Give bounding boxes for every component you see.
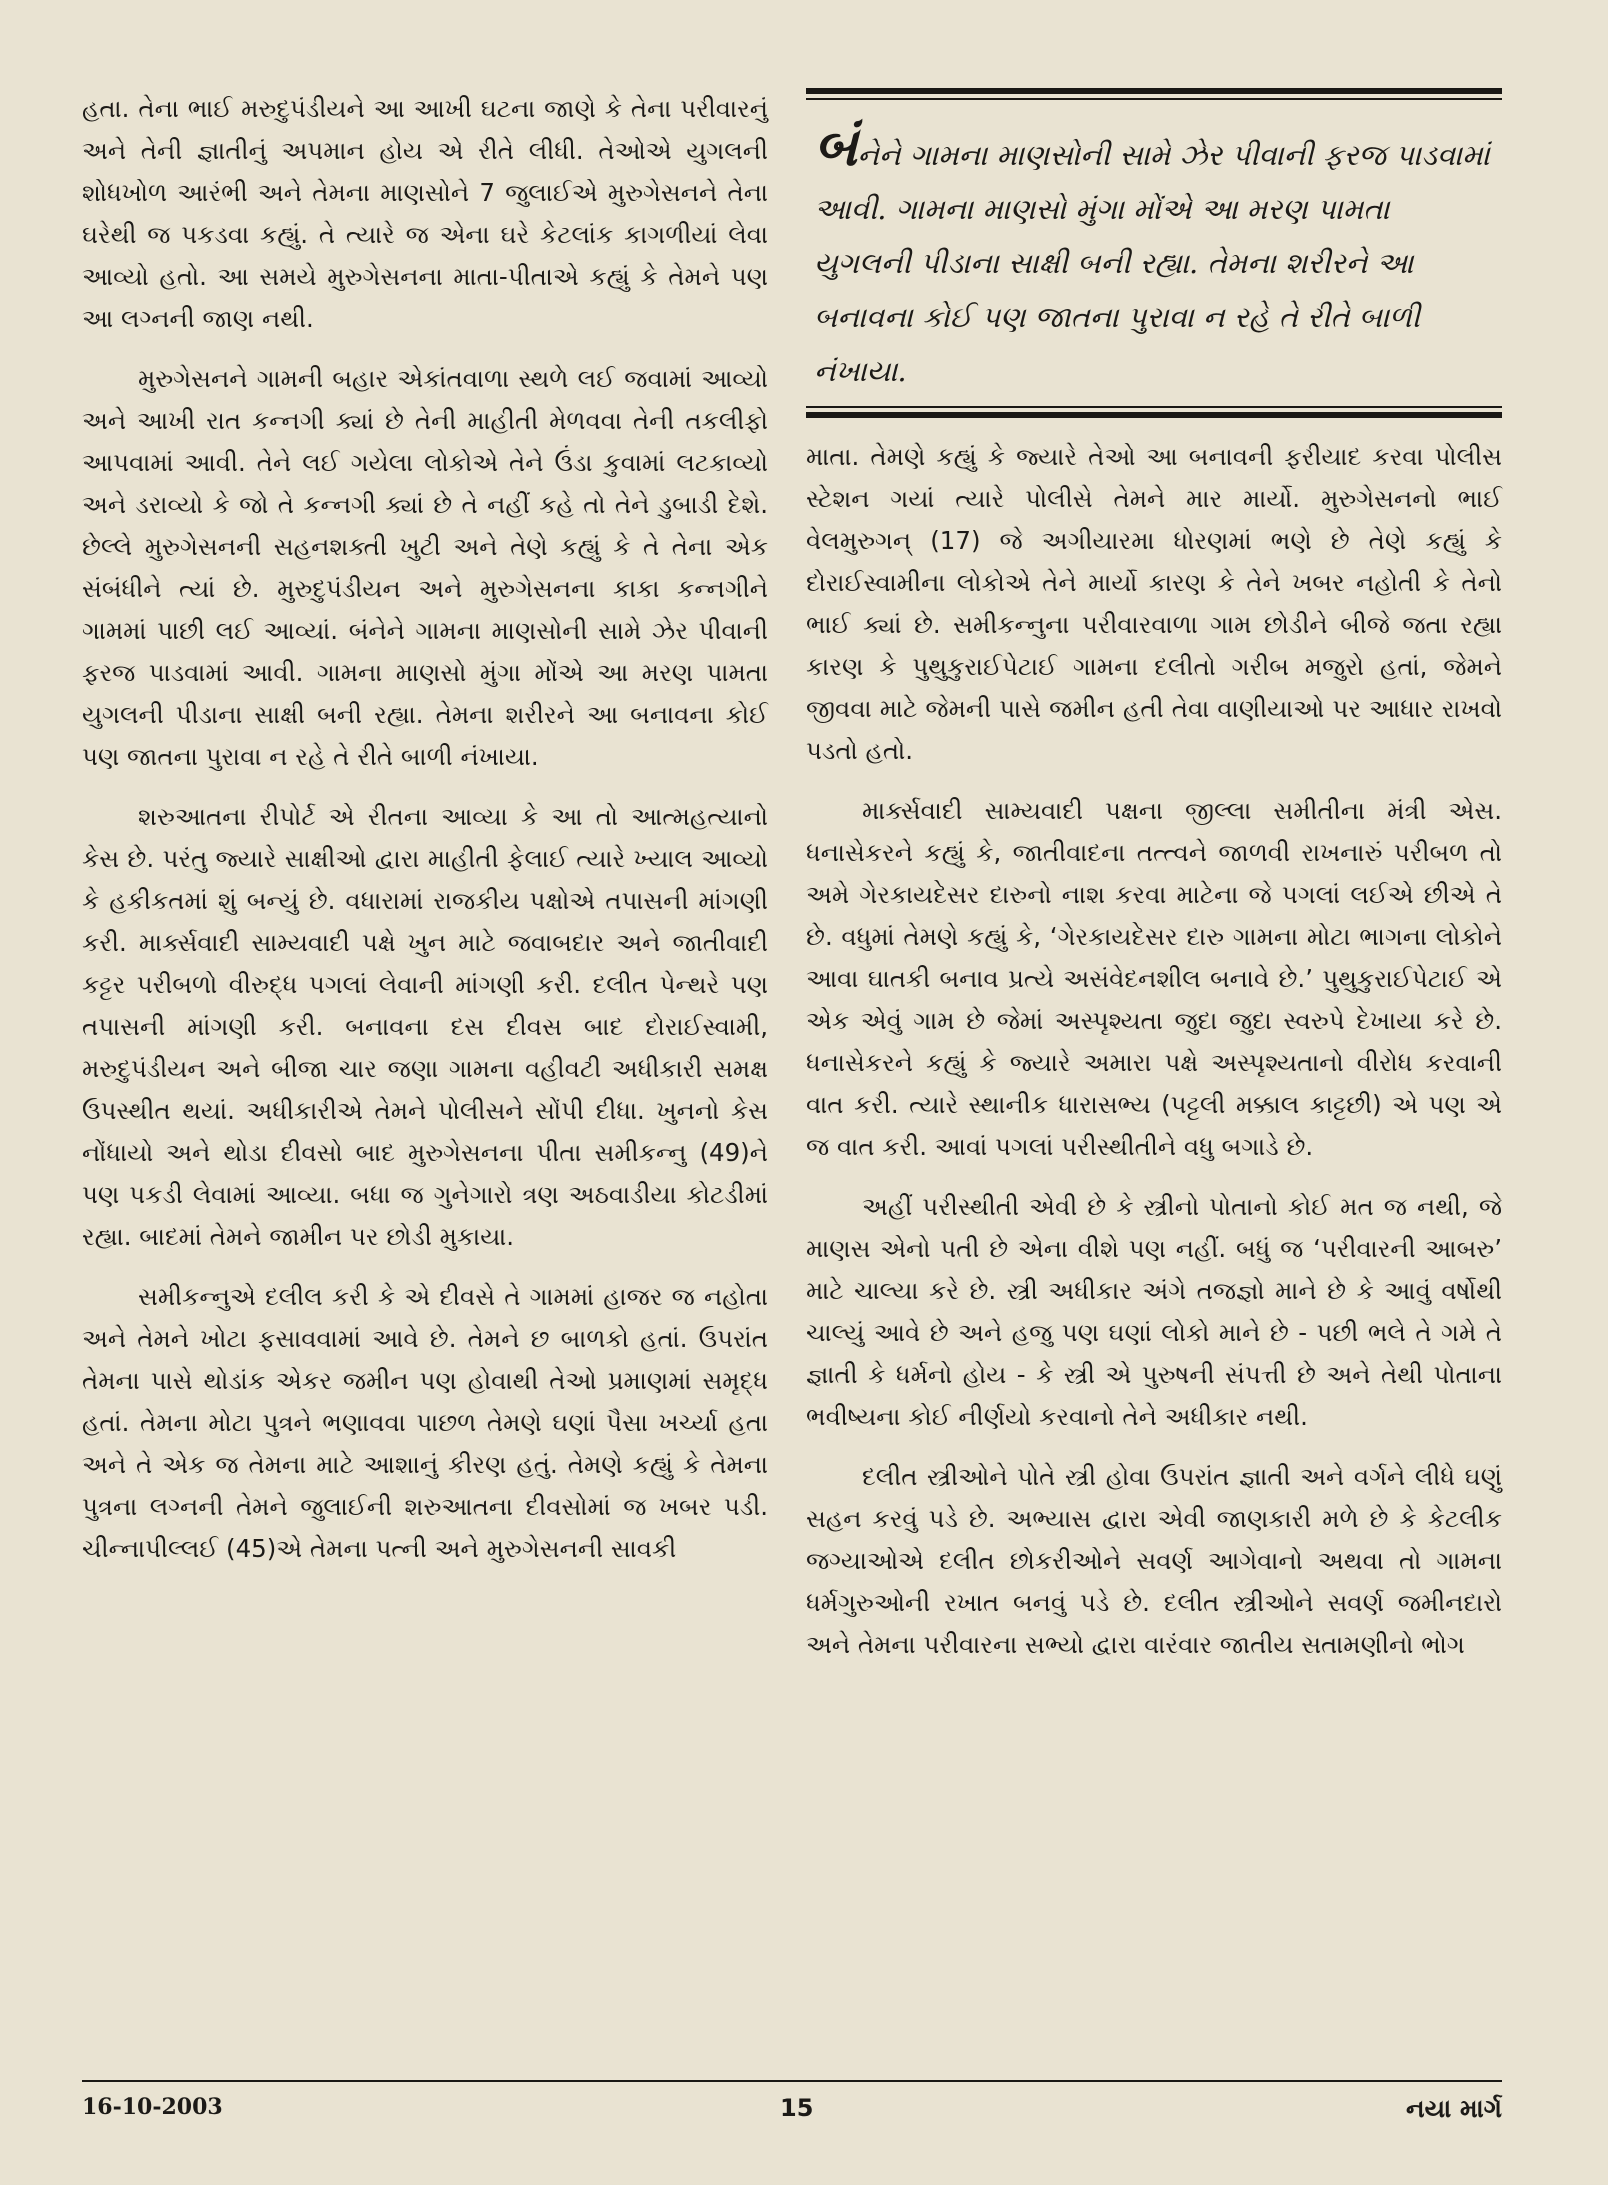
pull-quote-drop-cap: બં — [814, 114, 858, 178]
pull-quote-top-rule-thin — [806, 98, 1502, 100]
right-column — [806, 436, 1502, 1684]
page-number: 15 — [780, 2094, 814, 2122]
paragraph: માતા. તેમણે કહ્યું કે જ્યારે તેઓ આ બનાવની ફરીયાદ કરવા પોલીસ સ્ટેશન ગયાં ત્યારે પોલીસે તેમને માર માર્યો. મુરુગેસનનો ભાઈ વેલમુરુગન્ (17) જે અગીયારમા ધોરણમાં ભણે છે તેણે કહ્યું કે દોરાઈસ્વામીના લોકોએ તેને માર્યો કારણ કે તેને ખબર નહોતી કે તેનો ભાઈ ક્યાં છે. સમીકન્નુના પરીવારવાળા ગામ છોડીને બીજે જતા રહ્યા કારણ કે પુથુકુરાઈપેટાઈ ગામના દલીતો ગરીબ મજુરો હતાં, જેમને જીવવા માટે જેમની પાસે જમીન હતી તેવા વાણીયાઓ પર આધાર રાખવો પડતો હતો. — [806, 442, 1502, 765]
publication-name: નયા માર્ગ — [1406, 2094, 1502, 2123]
footer-rule — [82, 2080, 1502, 2082]
paragraph: માર્ક્સવાદી સામ્યવાદી પક્ષના જીલ્લા સમીતીના મંત્રી એસ. ધનાસેકરને કહ્યું કે, જાતીવાદના તત્ત્વને જાળવી રાખનારું પરીબળ તો અમે ગેરકાયદેસર દારુનો નાશ કરવા માટેના જે પગલાં લઈએ છીએ તે છે. વધુમાં તેમણે કહ્યું કે, ‘ગેરકાયદેસર દારુ ગામના મોટા ભાગના લોકોને આવા ઘાતકી બનાવ પ્રત્યે અસંવેદનશીલ બનાવે છે.’ પુથુકુરાઈપેટાઈ એ એક એવું ગામ છે જેમાં અસ્પૃશ્યતા જુદા જુદા સ્વરુપે દેખાયા કરે છે. ધનાસેકરને કહ્યું કે જ્યારે અમારા પક્ષે અસ્પૃશ્યતાનો વીરોધ કરવાની વાત કરી. ત્યારે સ્થાનીક ધારાસભ્ય (પટ્ટલી મક્કાલ કાટ્ટછી) એ પણ એ જ વાત કરી. આવાં પગલાં પરીસ્થીતીને વધુ બગાડે છે. — [806, 796, 1502, 1161]
footer-date: 16-10-2003 — [82, 2094, 223, 2120]
paragraph: શરુઆતના રીપોર્ટ એ રીતના આવ્યા કે આ તો આત્મહત્યાનો કેસ છે. પરંતુ જ્યારે સાક્ષીઓ દ્વારા માહીતી ફેલાઈ ત્યારે ખ્યાલ આવ્યો કે હકીકતમાં શું બન્યું છે. વધારામાં રાજકીય પક્ષોએ તપાસની માંગણી કરી. માર્ક્સવાદી સામ્યવાદી પક્ષે ખુન માટે જવાબદાર અને જાતીવાદી કટ્ટર પરીબળો વીરુદ્ધ પગલાં લેવાની માંગણી કરી. દલીત પેન્થરે પણ તપાસની માંગણી કરી. બનાવના દસ દીવસ બાદ દોરાઈસ્વામી, મરુદુપંડીયન અને બીજા ચાર જણા ગામના વહીવટી અધીકારી સમક્ષ ઉપસ્થીત થયાં. અધીકારીએ તેમને પોલીસને સોંપી દીધા. ખુનનો કેસ નોંધાયો અને થોડા દીવસો બાદ મુરુગેસનના પીતા સમીકન્નુ (49)ને પણ પકડી લેવામાં આવ્યા. બધા જ ગુનેગારો ત્રણ અઠવાડીયા કોટડીમાં રહ્યા. બાદમાં તેમને જામીન પર છોડી મુકાયા. — [82, 802, 768, 1251]
paragraph: હતા. તેના ભાઈ મરુદુપંડીયને આ આખી ઘટના જાણે કે તેના પરીવારનું અને તેની જ્ઞાતીનું અપમાન હોય એ રીતે લીધી. તેઓએ યુગલની શોધખોળ આરંભી અને તેમના માણસોને 7 જુલાઈએ મુરુગેસનને તેના ઘરેથી જ પકડવા કહ્યું. તે ત્યારે જ એના ઘરે કેટલાંક કાગળીયાં લેવા આવ્યો હતો. આ સમયે મુરુગેસનના માતા-પીતાએ કહ્યું કે તેમને પણ આ લગ્નની જાણ નથી. — [82, 94, 768, 333]
pull-quote-text — [814, 114, 1494, 398]
paragraph: અહીં પરીસ્થીતી એવી છે કે સ્ત્રીનો પોતાનો કોઈ મત જ નથી, જે માણસ એનો પતી છે એના વીશે પણ નહીં. બધું જ ‘પરીવારની આબરુ’ માટે ચાલ્યા કરે છે. સ્ત્રી અધીકાર અંગે તજજ્ઞો માને છે કે આવું વર્ષોથી ચાલ્યું આવે છે અને હજુ પણ ઘણાં લોકો માને છે - પછી ભલે તે ગમે તે જ્ઞાતી કે ધર્મનો હોય - કે સ્ત્રી એ પુરુષની સંપત્તી છે અને તેથી પોતાના ભવીષ્યના કોઈ નીર્ણયો કરવાનો તેને અધીકાર નથી. — [806, 1192, 1502, 1431]
pull-quote-body: નેને ગામના માણસોની સામે ઝેર પીવાની ફરજ પાડવામાં આવી. ગામના માણસો મુંગા મોંએ આ મરણ પામતા યુગલની પીડાના સાક્ષી બની રહ્યા. તેમના શરીરને આ બનાવના કોઈ પણ જાતના પુરાવા ન રહે તે રીતે બાળી નંખાયા. — [814, 138, 1490, 388]
left-column — [82, 88, 768, 1588]
pull-quote-bottom-rule-thin — [806, 406, 1502, 408]
paragraph: મુરુગેસનને ગામની બહાર એકાંતવાળા સ્થળે લઈ જવામાં આવ્યો અને આખી રાત કન્નગી ક્યાં છે તેની માહીતી મેળવવા તેની તકલીફો આપવામાં આવી. તેને લઈ ગયેલા લોકોએ તેને ઉંડા કુવામાં લટકાવ્યો અને ડરાવ્યો કે જો તે કન્નગી ક્યાં છે તે નહીં કહે તો તેને ડુબાડી દેશે. છેલ્લે મુરુગેસનની સહનશક્તી ખુટી અને તેણે કહ્યું કે તે તેના એક સંબંધીને ત્યાં છે. મુરુદુપંડીયન અને મુરુગેસનના કાકા કન્નગીને ગામમાં પાછી લઈ આવ્યાં. બંનેને ગામના માણસોની સામે ઝેર પીવાની ફરજ પાડવામાં આવી. ગામના માણસો મુંગા મોંએ આ મરણ પામતા યુગલની પીડાના સાક્ષી બની રહ્યા. તેમના શરીરને આ બનાવના કોઈ પણ જાતના પુરાવા ન રહે તે રીતે બાળી નંખાયા. — [82, 364, 768, 771]
pull-quote — [806, 88, 1502, 418]
paragraph: સમીકન્નુએ દલીલ કરી કે એ દીવસે તે ગામમાં હાજર જ નહોતા અને તેમને ખોટા ફસાવવામાં આવે છે. તેમને છ બાળકો હતાં. ઉપરાંત તેમના પાસે થોડાંક એકર જમીન પણ હોવાથી તેઓ પ્રમાણમાં સમૃદ્ધ હતાં. તેમના મોટા પુત્રને ભણાવવા પાછળ તેમણે ઘણાં પૈસા ખર્ચ્યા હતા અને તે એક જ તેમના માટે આશાનું કીરણ હતું. તેમણે કહ્યું કે તેમના પુત્રના લગ્નની તેમને જુલાઈની શરુઆતના દીવસોમાં જ ખબર પડી. ચીન્નાપીલ્લઈ (45)એ તેમના પત્ની અને મુરુગેસનની સાવકી — [82, 1282, 768, 1563]
pull-quote-top-rule — [806, 88, 1502, 94]
pull-quote-bottom-rule — [806, 412, 1502, 418]
paragraph: દલીત સ્ત્રીઓને પોતે સ્ત્રી હોવા ઉપરાંત જ્ઞાતી અને વર્ગને લીધે ઘણું સહન કરવું પડે છે. અભ્યાસ દ્વારા એવી જાણકારી મળે છે કે કેટલીક જગ્યાઓએ દલીત છોકરીઓને સવર્ણ આગેવાનો અથવા તો ગામના ધર્મગુરુઓની રખાત બનવું પડે છે. દલીત સ્ત્રીઓને સવર્ણ જમીનદારો અને તેમના પરીવારના સભ્યો દ્વારા વારંવાર જાતીય સતામણીનો ભોગ — [806, 1462, 1502, 1659]
